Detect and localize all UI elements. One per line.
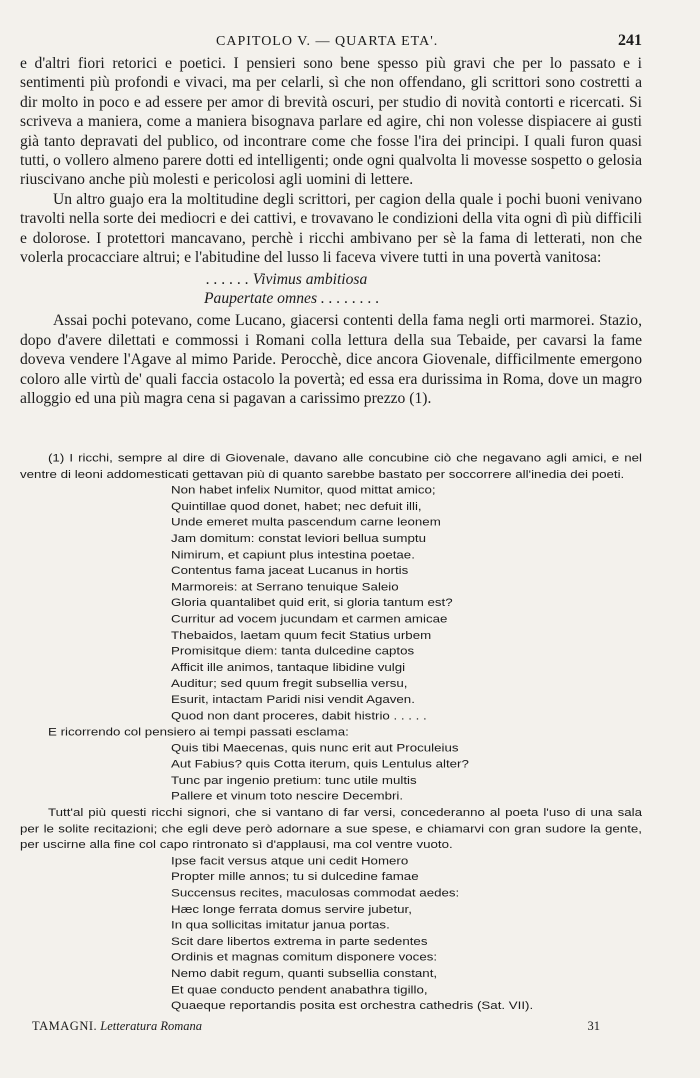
verse-line: Aut Fabius? quis Cotta iterum, quis Lentulus alter? bbox=[171, 757, 469, 771]
quote-line: Paupertate omnes . . . . . . . . bbox=[204, 290, 380, 308]
footer-author bbox=[32, 1019, 202, 1034]
paragraph: Assai pochi potevano, come Lucano, giacersi contenti della fama negli orti marmorei. Stazio, dopo d'avere dilettati e commossi i Romani colla lettura della sua Tebaide, per cavarsi la fame doveva vendere l'Agave al mimo Paride. Perocchè, dice ancora Giovenale, difficilmente emergono coloro alle virtù de' quali faccia ostacolo la povertà; ed essa era durissima in Roma, dove un magro alloggio ed una più magra cena si pagavan a carissimo prezzo (1). bbox=[20, 312, 642, 408]
paragraph: Un altro guajo era la moltitudine degli scrittori, per cagion della quale i pochi buoni venivano travolti nella sorte dei mediocri e dei cattivi, e trovavano le condizioni della vita ogni dì più difficili e dolorose. I protettori mancavano, perchè i ricchi ambivano per sè la fama di letterati, non che volerla procacciare altrui; e l'abitudine del lusso li faceva vivere tutti in una povertà vanitosa: bbox=[20, 190, 642, 267]
footnote-text: (1) I ricchi, sempre al dire di Giovenale, davano alle concubine ciò che negavano agli amici, e nel ventre di leoni addomesticati gettavan più di quanto sarebbe bastato per soccorrere all'inedia dei poeti. bbox=[20, 451, 642, 481]
verse-line: Curritur ad vocem jucundam et carmen amicae bbox=[171, 612, 448, 626]
page-header bbox=[20, 34, 642, 54]
latin-quote bbox=[206, 270, 642, 308]
verse-line: Auditur; sed quum fregit subsellia versu, bbox=[171, 677, 408, 690]
verse-line: Hæc longe ferrata domus servire jubetur, bbox=[171, 902, 412, 916]
signature-mark: 31 bbox=[587, 1019, 600, 1033]
running-head: CAPITOLO V. — QUARTA ETA'. bbox=[216, 34, 439, 49]
verse-line: Non habet infelix Numitor, quod mittat amico; bbox=[171, 483, 436, 497]
verse-line: Esurit, intactam Paridi nisi vendit Agaven. bbox=[171, 693, 415, 706]
verse-line: Succensus recites, maculosas commodat aedes: bbox=[171, 886, 460, 899]
book-title: Letteratura Romana bbox=[100, 1019, 203, 1033]
footnote-text: Tutt'al più questi ricchi signori, che si vantano di far versi, concederanno al poeta l'uso di una sala per le solite recitazioni; che egli deve però adornare a sue spese, e chiamarvi con gran sudore la gente, per uscirne alla fine col capo rintronato sì d'applausi, ma col ventre vuoto. bbox=[20, 806, 642, 851]
paragraph: e d'altri fiori retorici e poetici. I pensieri sono bene spesso più gravi che per lo passato e i sentimenti più profondi e vivaci, ma per celarli, sì che non offendano, gli scrittori sono costretti a dir molto in poco e ad essere per amor di brevità oscuri, per studio di novità contorti e ricercati. Si scriveva a maniera, come a maniera bisognava parlare ed agire, chi non volesse dispiacere ai gusti già tanto depravati del publico, od incontrare come che fosse l'ira dei principi. I quali furon quasi tutti, o vollero almeno parere dotti ed intelligenti; onde ogni qualvolta li movesse sospetto o gelosia riuscivano anche più molesti e pericolosi agli uomini di lettere. bbox=[20, 55, 642, 189]
verse-line: Quintillae quod donet, habet; nec defuit illi, bbox=[171, 499, 422, 513]
verse-line: Thebaidos, laetam quum fecit Statius urbem bbox=[171, 628, 432, 642]
main-text bbox=[20, 54, 642, 409]
quote-line: . . . . . . Vivimus ambitiosa bbox=[206, 271, 368, 289]
verse-line: Gloria quantalibet quid erit, si gloria tantum est? bbox=[171, 596, 453, 609]
verse-line: Et quae conducto pendent anabathra tigillo, bbox=[171, 983, 428, 996]
verse-block bbox=[171, 740, 642, 804]
author-name: TAMAGNI. bbox=[32, 1019, 98, 1033]
verse-line: Pallere et vinum toto nescire Decembri. bbox=[171, 789, 404, 803]
verse-line: Scit dare libertos extrema in parte sedentes bbox=[171, 934, 428, 948]
verse-line: Tunc par ingenio pretium: tunc utile multis bbox=[171, 773, 417, 787]
verse-line: Propter mille annos; tu si dulcedine famae bbox=[171, 870, 419, 883]
footnotes bbox=[20, 450, 642, 1014]
verse-line: Promisitque diem: tanta dulcedine captos bbox=[171, 644, 415, 658]
verse-line: Quaeque reportandis posita est orchestra cathedris (Sat. VII). bbox=[171, 999, 534, 1012]
verse-line: Marmoreis: at Serrano tenuique Saleio bbox=[171, 580, 399, 593]
page-number: 241 bbox=[618, 32, 642, 49]
verse-line: Quis tibi Maecenas, quis nunc erit aut Proculeius bbox=[171, 741, 459, 754]
page-footer bbox=[32, 1019, 600, 1037]
verse-line: Quod non dant proceres, dabit histrio . . . . . bbox=[171, 709, 427, 722]
verse-line: In qua sollicitas imitatur janua portas. bbox=[171, 918, 390, 932]
verse-block bbox=[171, 482, 642, 724]
verse-line: Nemo dabit regum, quanti subsellia constant, bbox=[171, 967, 438, 980]
verse-line: Contentus fama jaceat Lucanus in hortis bbox=[171, 564, 409, 577]
verse-line: Ipse facit versus atque uni cedit Homero bbox=[171, 854, 409, 867]
verse-block bbox=[171, 853, 642, 1014]
verse-line: Ordinis et magnas comitum disponere voces: bbox=[171, 951, 438, 964]
footnote-text: E ricorrendo col pensiero ai tempi passati esclama: bbox=[48, 725, 349, 738]
verse-line: Jam domitum: constat leviori bellua sumptu bbox=[171, 532, 426, 545]
verse-line: Afficit ille animos, tantaque libidine vulgi bbox=[171, 661, 406, 674]
verse-line: Nimirum, et capiunt plus intestina poetae. bbox=[171, 548, 415, 561]
verse-line: Unde emeret multa pascendum carne leonem bbox=[171, 516, 441, 529]
